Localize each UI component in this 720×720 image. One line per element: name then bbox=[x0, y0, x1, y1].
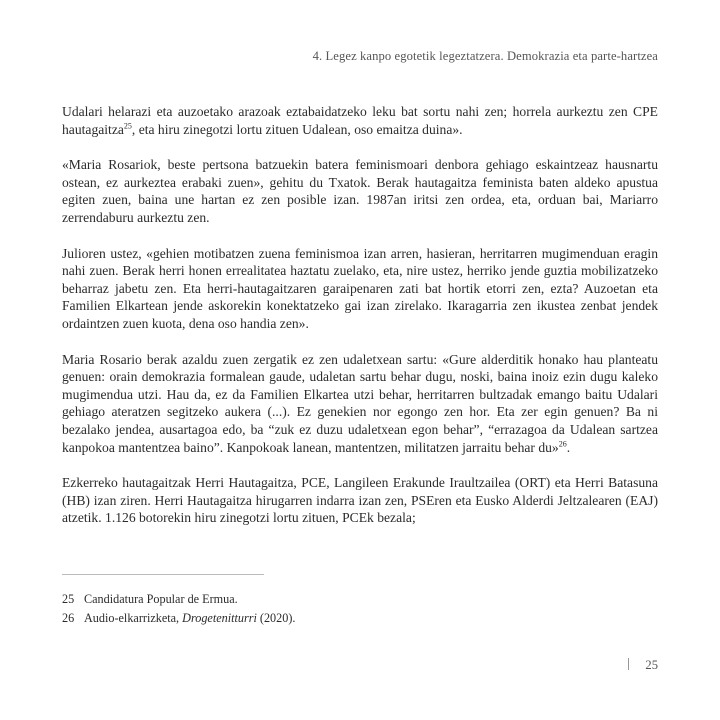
body-text bbox=[62, 103, 658, 545]
footnote-number: 26 bbox=[62, 611, 75, 625]
paragraph-5: Ezkerreko hautagaitzak Herri Hautagaitza, PCE, Langileen Erakunde Iraultzailea (ORT) eta Herri Batasuna (HB) izan ziren. Herri Hautagaitza hirugarren indarra izan zen, PSEren eta Eusko Alderdi Jeltzalearen (EAJ) atzetik. 1.126 botorekin hiru zinegotzi lortu zituen, PCEk bezala; bbox=[62, 475, 658, 526]
footnote-ref-25[interactable]: 25 bbox=[123, 121, 132, 131]
running-header: 4. Legez kanpo egotetik legeztatzera. Demokrazia eta parte-hartzea bbox=[312, 49, 658, 63]
footnote-divider bbox=[62, 574, 264, 575]
footnotes bbox=[62, 590, 295, 628]
page-number-divider bbox=[628, 658, 629, 670]
paragraph-4 bbox=[62, 351, 658, 457]
p1-text-a: Udalari helarazi eta auzoetako arazoak eztabaidatzeko leku bat sortu nahi zen; horrela aurkeztu zen CPE hautagaitza bbox=[62, 104, 658, 137]
footnote-25 bbox=[62, 590, 295, 609]
footnote-text: Candidatura Popular de Ermua. bbox=[84, 592, 238, 606]
p1-text-b: , eta hiru zinegotzi lortu zituen Udalean, oso emaitza duina». bbox=[131, 121, 463, 137]
footnote-ref-26[interactable]: 26 bbox=[558, 438, 567, 448]
footnote-title-italic: Drogetenitturri bbox=[182, 611, 257, 625]
footnote-text-b: (2020). bbox=[256, 611, 296, 625]
paragraph-2: «Maria Rosariok, beste pertsona batzuekin batera feminismoari denbora gehiago eskaintzeaz hausnartu ostean, ez aurkeztea erabaki zuen», gehitu du Txatok. Berak hautagaitza feminista baten aldeko apustua egiten zuen, baina une hartan ez zen posible izan. 1987an iritsi zen ordea, eta, orduan bai, Mariarro zerrendaburu aurkeztu zen. bbox=[62, 157, 658, 225]
paragraph-3: Julioren ustez, «gehien motibatzen zuena feminismoa izan arren, hasieran, herritarren mugimenduan eragin nahi zuen. Berak herri honen errealitatea haztatu zuelako, eta, nire ustez, herriko jende guztia mobilizatzeko beharraz jabetu zen. Eta herri-hautagaitzaren garaipenaren zati bat hortik etorri zen, ezta? Auzoetan eta Familien Elkartean jende askorekin konektatzeko gai izan zirelako. Ikaragarria zen ikustea zenbat jendek ordaintzen zuen kuota, dena oso handia zen». bbox=[62, 245, 658, 331]
p4-text-a: Maria Rosario berak azaldu zuen zergatik ez zen udaletxean sartu: «Gure alderditik honako hau planteatu genuen: orain demokrazia formalean gaude, udaletan sartu behar dugu, noski, baina inoiz ezin dugu kaleko mugimendua utzi. Hau da, ez da Familien Elkartea utzi behar, herritarren bultzadak emango baitu Udalari gehiago ateratzen segitzeko aukera (...). Ez genekien nor egongo zen hor. Eta zer egin genuen? Ba ni bezalako jendea, ausartagoa edo, ba “zuk ez duzu udaletxean egon behar”, “errazagoa da Udalean sartzea kanpokoa mantentzea baino”. Kanpokoak lanean, mantentzen, militatzen jarraitu behar du» bbox=[62, 351, 658, 455]
footnote-number: 25 bbox=[62, 592, 75, 606]
paragraph-1 bbox=[62, 103, 658, 138]
p4-text-b: . bbox=[566, 439, 571, 455]
page-number-value: 25 bbox=[645, 658, 658, 672]
page-number bbox=[628, 658, 658, 673]
footnote-text-a: Audio-elkarrizketa, bbox=[84, 611, 183, 625]
footnote-26 bbox=[62, 609, 295, 628]
